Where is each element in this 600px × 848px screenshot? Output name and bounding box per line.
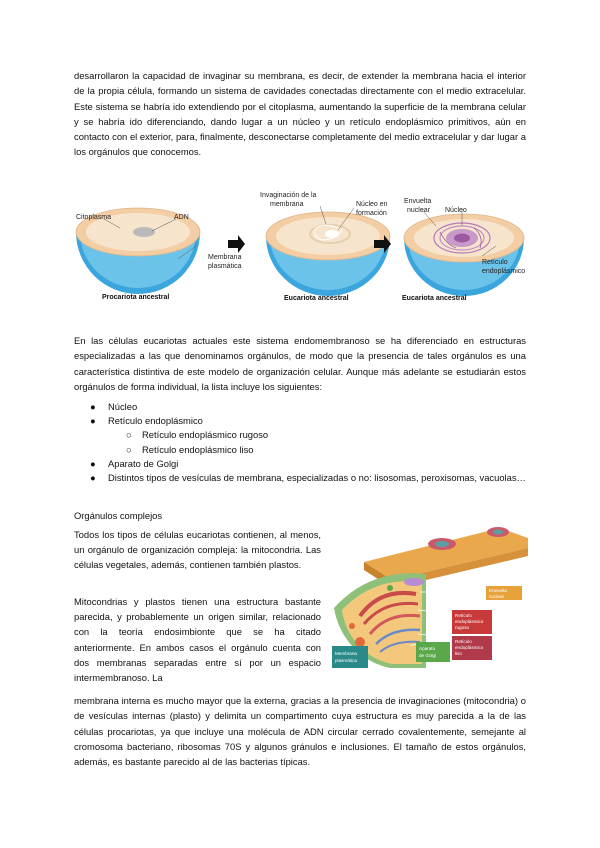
invagination-label-2: membrana <box>270 201 304 208</box>
label-plasma-membrane <box>332 646 368 668</box>
svg-text:endoplásmico: endoplásmico <box>455 645 484 650</box>
svg-text:Membrana: Membrana <box>335 651 357 656</box>
svg-text:Envuelta: Envuelta <box>489 588 507 593</box>
reticulum-label-2: endoplásmico <box>482 268 526 275</box>
plasma-membrane-label-2: plasmática <box>208 263 242 270</box>
caption-prokaryote: Procariota ancestral <box>102 294 170 301</box>
nucleus-forming-label-2: formación <box>356 210 387 217</box>
intro-paragraph: desarrollaron la capacidad de invaginar su membrana, es decir, de extender la membrana hacia el interior de la propia célula, formando un sistema de cavidades conectadas directamente con el medio extracelular. Este sistema se habría ido extendiendo por el citoplasma, aumentando la superficie de la membrana celular y se habría ido diferenciando, dando lugar a un núcleo y un retículo endoplásmico primitivos, aún en contacto con el exterior, para, finalmente, desconectarse completamente del medio extracelular y dar lugar a los orgánulos que conocemos. <box>74 70 526 158</box>
list-item: ● Aparato de Golgi <box>90 457 179 469</box>
reticulum-label-1: Retículo <box>482 259 508 266</box>
label-smooth-er <box>452 636 492 660</box>
plasma-membrane-label-1: Membrana <box>208 254 242 261</box>
nuclear-envelope-label-1: Envuelta <box>404 198 432 205</box>
eukaryote-cell <box>404 210 524 296</box>
list-item: ● Retículo endoplásmico <box>90 415 203 427</box>
list-subitem: ○ Retículo endoplásmico rugoso <box>126 429 269 441</box>
section-subtitle: Orgánulos complejos <box>74 510 163 521</box>
membrane-paragraph: membrana interna es mucho mayor que la externa, gracias a la presencia de invaginaciones (mitocondria) o de vesículas internas (plasto) y delimita un compartimento cuya estructura es muy parecida a la de las células procariotas, ya que incluye una molécula de ADN circular cerrado covalentemente, semejante al cromosoma bacteriano, ribosomas 70S y algunos gránulos e inclusiones. El tamaño de estos orgánulos, además, es bastante parecido al de las bacterias típicas. <box>74 695 526 768</box>
nucleus-forming-label-1: Núcleo en <box>356 201 388 208</box>
svg-text:de Golgi: de Golgi <box>419 653 437 658</box>
svg-text:plasmática: plasmática <box>335 658 357 663</box>
arrow-right-icon <box>228 235 245 253</box>
nucleus-label: Núcleo <box>445 207 467 214</box>
svg-text:Retículo: Retículo <box>455 639 472 644</box>
svg-text:Retículo: Retículo <box>455 613 472 618</box>
label-rough-er <box>452 610 492 634</box>
ancestral-eukaryote-cell <box>266 206 390 296</box>
cell-evolution-figure <box>70 186 540 310</box>
label-golgi <box>416 642 450 662</box>
list-item: ● Núcleo <box>90 401 138 412</box>
nuclear-envelope-label-2: nuclear <box>407 207 430 214</box>
dna-label: ADN <box>174 214 189 221</box>
caption-ancestral-eukaryote: Eucariota ancestral <box>284 295 349 302</box>
invagination-label-1: Invaginación de la <box>260 192 317 199</box>
list-subitem: ○ Retículo endoplásmico liso <box>126 443 254 455</box>
cytoplasm-label: Citoplasma <box>76 214 112 221</box>
svg-text:nuclear: nuclear <box>489 594 505 599</box>
svg-text:rugoso: rugoso <box>455 625 470 630</box>
list-item: ● Distintos tipos de vesículas de membrana, especializadas o no: lisosomas, peroxisomas, vacuolas… <box>90 472 526 484</box>
svg-text:endoplásmico: endoplásmico <box>455 619 484 624</box>
organelle-list <box>90 400 526 485</box>
svg-text:Aparato: Aparato <box>419 646 436 651</box>
label-nuclear-envelope <box>486 586 522 600</box>
mitochondria-paragraph: Mitocondrias y plastos tienen una estructura bastante parecida, y probablemente un origen similar, relacionado con la teoría endosimbionte que se ha citado anteriormente. En ambos casos el orgánulo cuenta con dos membranas separadas entre sí por un espacio intermembranoso. La <box>74 596 321 684</box>
caption-eukaryote: Eucariota ancestral <box>402 295 467 302</box>
complex-organelles-paragraph: Todos los tipos de células eucariotas contienen, al menos, un orgánulo de organización compleja: la mitocondria. Las células vegetales, además, contienen también plastos. <box>74 529 321 571</box>
endomembrane-figure <box>330 518 530 674</box>
svg-text:liso: liso <box>455 651 462 656</box>
organelles-paragraph: En las células eucariotas actuales este sistema endomembranoso se ha diferenciado en estructuras especializadas a las que denominamos orgánulos, de modo que la presencia de tales orgánulos es una característica distintiva de este modelo de organización celular. Aunque más adelante se estudiarán estos orgánulos de forma individual, la lista incluye los siguientes: <box>74 335 526 392</box>
